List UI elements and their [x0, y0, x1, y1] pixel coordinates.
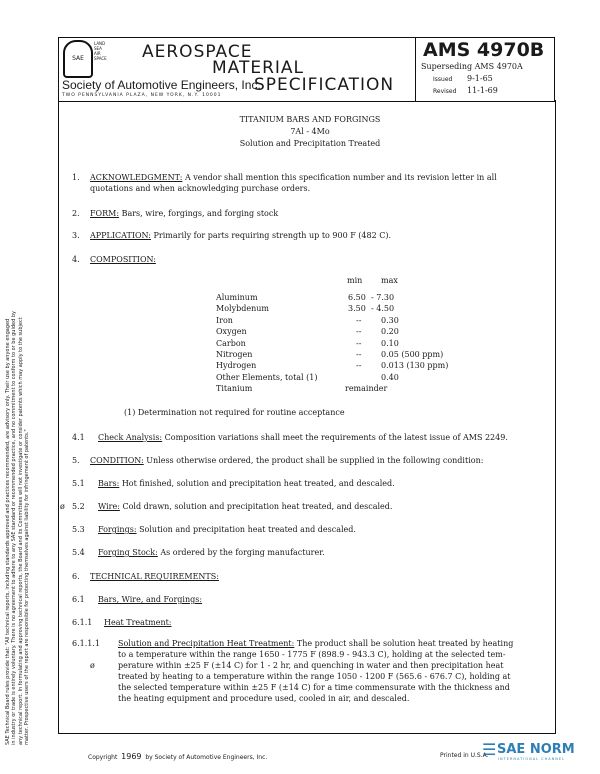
section-number: 6.	[72, 572, 80, 581]
section-4-1	[98, 432, 508, 443]
section-number: 5.1	[72, 479, 85, 488]
composition-min: --	[356, 361, 362, 371]
section-text: to a temperature within the range 1650 - 1775 F (898.9 - 943.3 C), holding at the selected tem-	[118, 650, 506, 659]
composition-min: --	[356, 350, 362, 359]
section-5	[90, 455, 483, 466]
doc-title-line2: 7Al - 4Mo	[290, 127, 330, 136]
section-5-1	[98, 478, 395, 489]
section-5-3	[98, 524, 356, 535]
section-title: CONDITION:	[90, 456, 144, 465]
side-prefix: SAE Technical Board rules provide that:	[5, 646, 11, 745]
section-title: Forging Stock:	[98, 548, 158, 557]
section-number: 6.1.1.1	[72, 639, 100, 648]
revised-label: Revised	[433, 88, 457, 95]
footer-copyright	[88, 752, 267, 761]
section-text: Solution and precipitation heat treated and descaled.	[139, 525, 356, 534]
section-5-4	[98, 547, 325, 558]
section-6-1-1-1	[118, 638, 513, 649]
revised-date: 11-1-69	[467, 86, 498, 95]
composition-max: 0.10	[381, 338, 399, 348]
section-3	[90, 230, 391, 241]
side-disclaimer	[5, 135, 30, 745]
section-title: TECHNICAL REQUIREMENTS:	[90, 572, 219, 581]
section-number: 6.1	[72, 595, 85, 604]
side-line: "All technical reports, including standards approved and practices recommended, are advisory only. Their use by anyone engaged	[5, 318, 11, 646]
composition-min: 6.50	[348, 293, 366, 302]
side-line: in industry or trade is entirely voluntary. There is no agreement to adhere to any SAE standard or recommended practice, and no commitment to conform to or be guided by	[11, 310, 18, 745]
section-title: Forgings:	[98, 525, 137, 534]
section-1	[90, 172, 497, 183]
issued-label: Issued	[433, 76, 453, 83]
composition-max: 0.40	[381, 372, 399, 382]
composition-min: 3.50	[348, 304, 366, 314]
sae-logo: SAE	[63, 40, 93, 78]
change-mark: ø	[90, 661, 95, 670]
section-title: COMPOSITION:	[90, 255, 156, 264]
composition-element: Nitrogen	[216, 350, 253, 359]
society-address: TWO PENNSYLVANIA PLAZA, NEW YORK, N.Y. 10001	[62, 93, 222, 98]
issued-date: 9-1-65	[467, 74, 493, 83]
section-number: 4.	[72, 255, 80, 264]
section-title: Check Analysis:	[98, 433, 163, 442]
section-text: A vendor shall mention this specification number and its revision letter in all	[184, 173, 497, 182]
logo-motto-line: SPACE	[94, 56, 107, 61]
col-max-header: max	[381, 276, 398, 285]
printed-in: Printed in U.S.A.	[440, 752, 489, 759]
section-5-2	[98, 501, 392, 512]
section-title: ACKNOWLEDGMENT:	[90, 173, 183, 182]
composition-element: Molybdenum	[216, 304, 269, 314]
side-line: any technical report. In formulating and approving technical reports, the Board and its Committees will not investigate or consider patents which may apply to the subject	[17, 317, 24, 745]
composition-min: remainder	[345, 384, 388, 394]
composition-min: --	[356, 338, 362, 348]
section-title: Solution and Precipitation Heat Treatment:	[118, 639, 295, 648]
section-title: FORM:	[90, 209, 120, 218]
title-material: MATERIAL	[212, 58, 305, 78]
copyright-year: 1969	[121, 752, 142, 761]
composition-element: Other Elements, total (1)	[216, 372, 318, 382]
composition-min: --	[356, 315, 362, 325]
section-title: Heat Treatment:	[104, 618, 172, 627]
ams-number: AMS 4970B	[423, 39, 545, 61]
logo-motto-line: AIR	[94, 51, 101, 56]
col-min-header: min	[347, 276, 363, 285]
composition-max: - 4.50	[371, 304, 395, 314]
section-number: 5.2	[72, 502, 85, 511]
logo-motto	[94, 41, 107, 61]
section-text: the selected temperature within ±25 F (±14 C) for a time commensurate with the thickness and	[118, 683, 510, 692]
composition-element: Aluminum	[216, 293, 258, 302]
section-title: Bars:	[98, 479, 120, 488]
sae-norm-icon: ☰	[482, 740, 497, 759]
copyright-by: by Society of Automotive Engineers, Inc.	[145, 754, 268, 761]
section-text: treated by heating to a temperature within the range 1050 - 1200 F (565.6 - 676.7 C), holding at	[118, 672, 511, 681]
doc-title-line1: TITANIUM BARS AND FORGINGS	[239, 115, 381, 124]
composition-element: Titanium	[216, 384, 253, 394]
society-name: Society of Automotive Engineers, Inc.	[62, 78, 261, 92]
logo-motto-line: SEA	[94, 46, 102, 51]
section-text: The product shall be solution heat treated by heating	[296, 639, 514, 648]
side-line: matter. Prospective users of the report are responsible for protecting themselves against liability for infringement of patents."	[23, 429, 30, 745]
section-text: Hot finished, solution and precipitation heat treated, and descaled.	[121, 479, 395, 488]
section-text: Primarily for parts requiring strength up to 900 F (482 C).	[153, 231, 392, 240]
section-text: perature within ±25 F (±14 C) for 1 - 2 hr, and quenching in water and then precipitation heat	[118, 661, 504, 670]
section-number: 6.1.1	[72, 618, 93, 627]
section-number: 4.1	[72, 433, 85, 442]
composition-max: 0.30	[381, 315, 399, 325]
title-specification: SPECIFICATION	[254, 75, 395, 95]
composition-min: --	[356, 327, 362, 337]
change-mark: ø	[60, 502, 65, 511]
composition-element: Iron	[216, 315, 233, 325]
section-text: Composition variations shall meet the requirements of the latest issue of AMS 2249.	[164, 433, 508, 442]
section-text: Cold drawn, solution and precipitation heat treated, and descaled.	[122, 502, 393, 511]
sae-norm-sub: INTERNATIONAL CHANNEL	[498, 757, 566, 761]
section-title: Bars, Wire, and Forgings:	[98, 595, 203, 604]
copyright-word: Copyright	[88, 754, 118, 761]
section-number: 5.4	[72, 548, 85, 557]
composition-element: Carbon	[216, 338, 246, 348]
sae-norm-watermark: SAE NORM	[497, 742, 575, 757]
section-number: 2.	[72, 209, 80, 218]
composition-max: 0.05 (500 ppm)	[381, 350, 444, 359]
composition-element: Oxygen	[216, 327, 247, 337]
section-number: 1.	[72, 173, 80, 182]
title-aerospace: AEROSPACE	[142, 42, 253, 62]
composition-element: Hydrogen	[216, 361, 257, 371]
section-number: 5.3	[72, 525, 85, 534]
section-2	[90, 208, 278, 219]
section-text: As ordered by the forging manufacturer.	[160, 548, 325, 557]
section-title: APPLICATION:	[90, 231, 151, 240]
section-number: 5.	[72, 456, 80, 465]
superseding: Superseding AMS 4970A	[421, 62, 523, 71]
section-text: Bars, wire, forgings, and forging stock	[121, 209, 279, 218]
section-text: quotations and when acknowledging purchase orders.	[90, 184, 311, 193]
section-title: Wire:	[98, 502, 120, 511]
composition-max: 0.20	[381, 327, 399, 337]
logo-motto-line: LAND	[94, 41, 106, 46]
section-text: the heating equipment and procedure used, cooled in air, and descaled.	[118, 694, 410, 703]
composition-note: (1) Determination not required for routine acceptance	[124, 408, 345, 417]
section-text: Unless otherwise ordered, the product shall be supplied in the following condition:	[146, 456, 484, 465]
composition-max: - 7.30	[371, 293, 395, 302]
section-number: 3.	[72, 231, 80, 240]
composition-max: 0.013 (130 ppm)	[381, 361, 449, 371]
doc-title-line3: Solution and Precipitation Treated	[239, 139, 381, 148]
